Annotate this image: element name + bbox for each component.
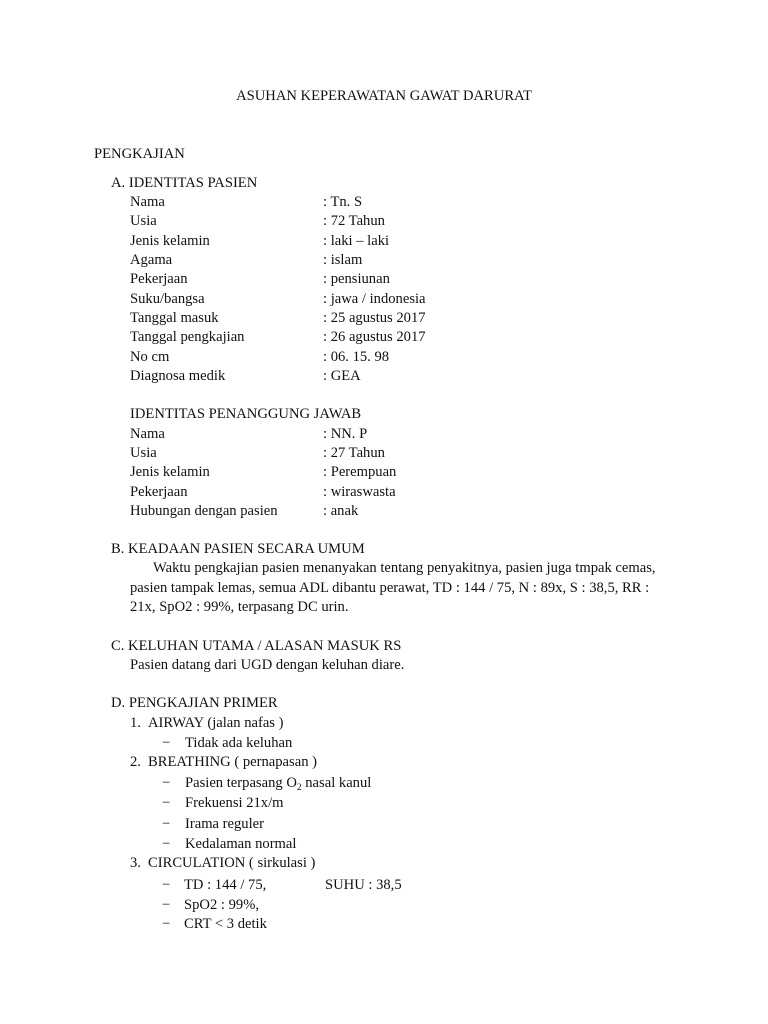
circulation-bullet-spo2	[162, 896, 259, 915]
guardian-name-label: Nama	[130, 426, 165, 442]
assessment-date-label: Tanggal pengkajian	[130, 329, 245, 345]
section-label: PENGKAJIAN	[94, 146, 185, 162]
guardian-heading: IDENTITAS PENANGGUNG JAWAB	[130, 406, 362, 422]
section-b-heading: B. KEADAAN PASIEN SECARA UMUM	[111, 541, 365, 557]
patient-sex-value: : laki – laki	[323, 233, 390, 249]
airway-label: AIRWAY (jalan nafas )	[148, 715, 284, 731]
breathing-bullet-rate	[162, 794, 284, 813]
dash-marker: −	[162, 877, 171, 893]
patient-religion-value: : islam	[323, 252, 363, 268]
airway-item	[130, 714, 284, 733]
guardian-age-value: : 27 Tahun	[323, 445, 385, 461]
general-condition-text: Waktu pengkajian pasien menanyakan tentang penyakitnya, pasien juga tmpak cemas, pasien tampak lemas, semua ADL dibantu perawat, TD : 144 / 75, N : 89x, S : 38,5, RR : 21x, SpO2 : 99%, terpasang DC urin.	[130, 560, 656, 615]
guardian-job-label: Pekerjaan	[130, 484, 188, 500]
medical-record-value: : 06. 15. 98	[323, 349, 390, 365]
dash-marker: −	[162, 916, 171, 932]
breathing-rate-text: Frekuensi 21x/m	[185, 795, 284, 811]
assessment-date-value: : 26 agustus 2017	[323, 329, 426, 345]
spo2-text: SpO2 : 99%,	[184, 897, 259, 913]
chief-complaint-text: Pasien datang dari UGD dengan keluhan diare.	[130, 657, 405, 673]
medical-record-label: No cm	[130, 349, 170, 365]
dash-marker: −	[162, 836, 171, 852]
crt-text: CRT < 3 detik	[184, 916, 267, 932]
circulation-bullet-td	[162, 876, 266, 895]
admission-date-label: Tanggal masuk	[130, 310, 219, 326]
patient-sex-label: Jenis kelamin	[130, 233, 210, 249]
guardian-sex-label: Jenis kelamin	[130, 464, 210, 480]
patient-name-label: Nama	[130, 194, 165, 210]
patient-job-value: : pensiunan	[323, 271, 390, 287]
airway-bullet-text: Tidak ada keluhan	[185, 735, 293, 751]
guardian-relation-label: Hubungan dengan pasien	[130, 503, 278, 519]
guardian-age-label: Usia	[130, 445, 157, 461]
circulation-number: 3.	[130, 855, 141, 871]
breathing-bullet-depth	[162, 835, 296, 854]
diagnosis-label: Diagnosa medik	[130, 368, 226, 384]
admission-date-value: : 25 agustus 2017	[323, 310, 426, 326]
patient-age-value: : 72 Tahun	[323, 213, 385, 229]
guardian-job-value: : wiraswasta	[323, 484, 396, 500]
dash-marker: −	[162, 897, 171, 913]
patient-religion-label: Agama	[130, 252, 173, 268]
guardian-relation-value: : anak	[323, 503, 359, 519]
section-d-heading: D. PENGKAJIAN PRIMER	[111, 695, 278, 711]
breathing-label: BREATHING ( pernapasan )	[148, 754, 317, 770]
breathing-number: 2.	[130, 754, 141, 770]
airway-bullet	[162, 734, 292, 753]
dash-marker: −	[162, 816, 171, 832]
td-text: TD : 144 / 75,	[184, 877, 267, 893]
patient-age-label: Usia	[130, 213, 157, 229]
section-a-heading: A. IDENTITAS PASIEN	[111, 175, 258, 191]
dash-marker: −	[162, 775, 171, 791]
o2-prefix: Pasien terpasang O	[185, 775, 297, 791]
dash-marker: −	[162, 795, 171, 811]
breathing-depth-text: Kedalaman normal	[185, 836, 297, 852]
guardian-sex-value: : Perempuan	[323, 464, 397, 480]
patient-job-label: Pekerjaan	[130, 271, 188, 287]
breathing-bullet-rhythm	[162, 815, 264, 834]
o2-subscript: 2	[296, 783, 302, 793]
dash-marker: −	[162, 735, 171, 751]
patient-ethnicity-value: : jawa / indonesia	[323, 291, 426, 307]
airway-number: 1.	[130, 715, 141, 731]
diagnosis-value: : GEA	[323, 368, 361, 384]
circulation-bullet-crt	[162, 915, 267, 934]
patient-name-value: : Tn. S	[323, 194, 363, 210]
section-c-heading: C. KELUHAN UTAMA / ALASAN MASUK RS	[111, 638, 402, 654]
guardian-name-value: : NN. P	[323, 426, 368, 442]
document-title: ASUHAN KEPERAWATAN GAWAT DARURAT	[236, 88, 532, 104]
circulation-item	[130, 854, 315, 873]
circulation-label: CIRCULATION ( sirkulasi )	[148, 855, 316, 871]
general-condition-paragraph	[130, 559, 670, 618]
suhu-text: SUHU : 38,5	[325, 877, 402, 893]
breathing-item	[130, 753, 317, 772]
breathing-bullet-o2	[162, 774, 371, 795]
o2-suffix: nasal kanul	[301, 775, 372, 791]
breathing-rhythm-text: Irama reguler	[185, 816, 264, 832]
patient-ethnicity-label: Suku/bangsa	[130, 291, 205, 307]
